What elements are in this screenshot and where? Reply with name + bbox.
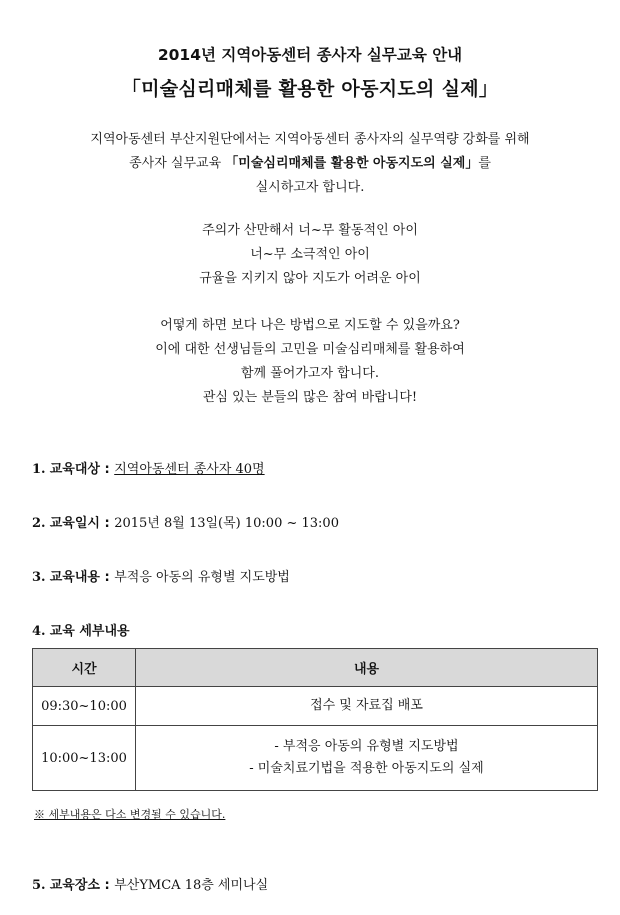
section-value: 지역아동센터 종사자 40명: [114, 462, 265, 477]
intro-line-2-prefix: 종사자 실무교육: [129, 156, 226, 171]
closing-line-2: 이에 대한 선생님들의 고민을 미술심리매체를 활용하여: [155, 342, 465, 357]
intro-paragraph: [0, 128, 620, 200]
time-cell: 10:00~13:00: [33, 726, 136, 791]
program-name-emphasis: 「미술심리매체를 활용한 아동지도의 실제」: [225, 156, 479, 171]
section-details: [32, 620, 130, 639]
content-line: 접수 및 자료집 배포: [310, 698, 423, 713]
content-line: - 미술치료기법을 적용한 아동지도의 실제: [249, 761, 484, 776]
children-type-1: 주의가 산만해서 너~무 활동적인 아이: [202, 223, 418, 238]
section-value: 부산YMCA 18층 세미나실: [114, 878, 269, 893]
intro-line-2: [0, 152, 620, 176]
time-column-header: 시간: [33, 649, 136, 687]
content-cell: [136, 687, 598, 726]
time-cell: 09:30~10:00: [33, 687, 136, 726]
section-separator: :: [99, 570, 115, 585]
closing-line-4: 관심 있는 분들의 많은 참여 바랍니다!: [202, 390, 418, 405]
table-row: [33, 687, 598, 726]
section-number: 5.: [32, 878, 46, 893]
section-label: 교육장소: [49, 878, 100, 893]
section-content: [32, 566, 290, 585]
section-separator: :: [99, 516, 115, 531]
section-location: [32, 874, 268, 893]
children-types-list: [0, 219, 620, 291]
section-label: 교육대상: [49, 462, 100, 477]
table-row: [33, 726, 598, 791]
section-separator: :: [99, 878, 115, 893]
section-value: 2015년 8월 13일(목) 10:00 ~ 13:00: [114, 516, 339, 531]
intro-line-2-suffix: 를: [478, 156, 491, 171]
section-label: 교육내용: [49, 570, 100, 585]
content-column-header: 내용: [136, 649, 598, 687]
content-cell: [136, 726, 598, 791]
closing-paragraph: [0, 314, 620, 410]
section-number: 1.: [32, 462, 46, 477]
section-label: 교육일시: [49, 516, 100, 531]
section-number: 2.: [32, 516, 46, 531]
section-separator: :: [99, 462, 115, 477]
section-value: 부적응 아동의 유형별 지도방법: [114, 570, 290, 585]
document-title: 2014년 지역아동센터 종사자 실무교육 안내: [157, 46, 463, 64]
section-label: 교육 세부내용: [49, 624, 130, 639]
closing-line-1: 어떻게 하면 보다 나은 방법으로 지도할 수 있을까요?: [160, 318, 460, 333]
section-number: 4.: [32, 624, 46, 639]
document-subtitle: 「미술심리매체를 활용한 아동지도의 실제」: [121, 78, 499, 100]
intro-line-3: 실시하고자 합니다.: [255, 180, 365, 195]
intro-line-1: 지역아동센터 부산지원단에서는 지역아동센터 종사자의 실무역량 강화를 위해: [90, 132, 530, 147]
section-target: [32, 458, 265, 477]
section-number: 3.: [32, 570, 46, 585]
children-type-2: 너~무 소극적인 아이: [250, 247, 370, 262]
table-header-row: [33, 649, 598, 687]
schedule-table: [32, 648, 598, 791]
schedule-note: ※ 세부내용은 다소 변경될 수 있습니다.: [34, 808, 226, 821]
closing-line-3: 함께 풀어가고자 합니다.: [241, 366, 379, 381]
content-line: - 부적응 아동의 유형별 지도방법: [274, 739, 459, 754]
section-datetime: [32, 512, 339, 531]
children-type-3: 규율을 지키지 않아 지도가 어려운 아이: [199, 271, 421, 286]
